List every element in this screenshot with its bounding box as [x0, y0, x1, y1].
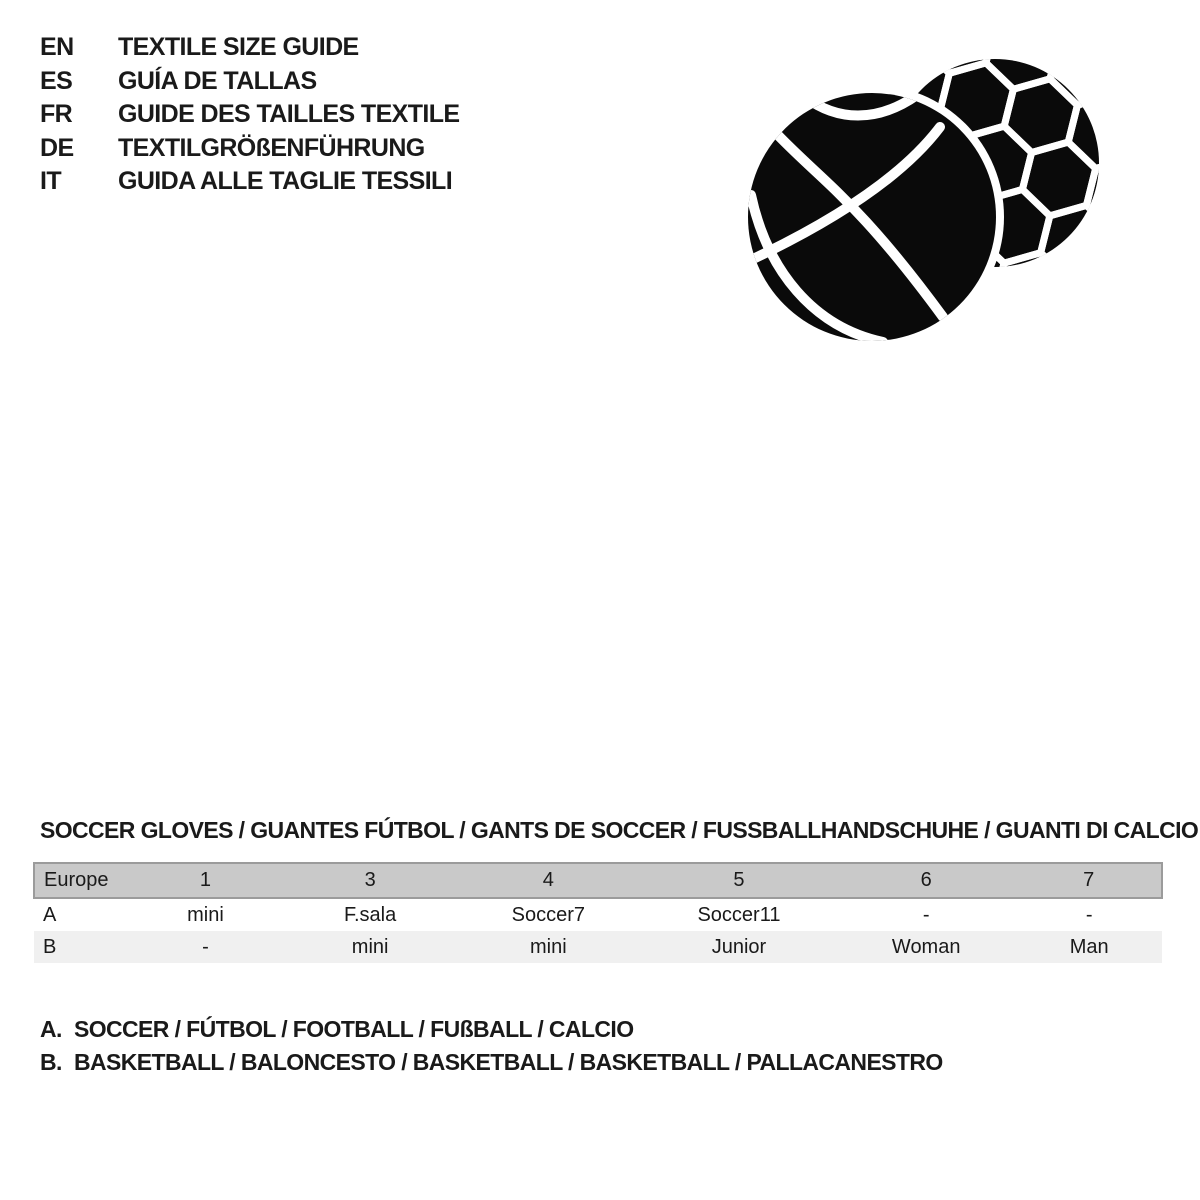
size-table-header-size: 7 [1016, 863, 1162, 898]
legend [40, 1013, 943, 1079]
language-title-list [40, 31, 460, 199]
legend-label: SOCCER / FÚTBOL / FOOTBALL / FUßBALL / CALCIO [74, 1016, 634, 1042]
size-table-row-a [34, 898, 1162, 931]
balls-illustration [715, 45, 1115, 355]
legend-item-b [40, 1046, 943, 1079]
language-code: IT [40, 167, 62, 196]
size-cell: - [1085, 903, 1093, 926]
size-cell: Man [1016, 931, 1162, 963]
size-table-row-b [34, 931, 1162, 963]
size-cell: mini [286, 931, 455, 963]
size-cell: Junior [642, 931, 836, 963]
legend-item-a [40, 1013, 943, 1046]
size-table-header-size: 3 [286, 863, 455, 898]
basketball-soccerball-icon [715, 45, 1115, 355]
language-row-it [40, 165, 460, 199]
size-table-header-row [34, 863, 1162, 898]
legend-label: BASKETBALL / BALONCESTO / BASKETBALL / BASKETBALL / PALLACANESTRO [74, 1049, 943, 1075]
language-code: EN [40, 33, 74, 62]
language-code: ES [40, 66, 73, 95]
row-label: B [34, 931, 125, 963]
language-row-de [40, 132, 460, 166]
guide-title: TEXTILE SIZE GUIDE [118, 33, 359, 62]
legend-key: B. [40, 1049, 62, 1075]
size-table [33, 862, 1163, 963]
section-title: SOCCER GLOVES / GUANTES FÚTBOL / GANTS DE SOCCER / FUSSBALLHANDSCHUHE / GUANTI DI CALCIO [40, 817, 1199, 843]
language-row-en [40, 31, 460, 65]
size-cell: F.sala [344, 903, 397, 926]
size-table-header-size: 1 [125, 863, 285, 898]
language-code: FR [40, 100, 73, 129]
language-row-fr [40, 98, 460, 132]
size-cell: - [125, 931, 285, 963]
guide-title: TEXTILGRÖßENFÜHRUNG [118, 133, 425, 162]
guide-title: GUÍA DE TALLAS [118, 66, 317, 95]
legend-key: A. [40, 1016, 62, 1042]
language-row-es [40, 65, 460, 99]
size-table-header-size: 5 [642, 863, 836, 898]
size-table-header-size: 6 [836, 863, 1016, 898]
guide-title: GUIDE DES TAILLES TEXTILE [118, 100, 460, 129]
size-cell: Soccer11 [697, 903, 781, 926]
size-cell: Soccer7 [511, 903, 586, 926]
size-table-header-size: 4 [455, 863, 642, 898]
basketball-icon [740, 85, 1004, 349]
row-label: A [43, 903, 57, 926]
language-code: DE [40, 133, 74, 162]
size-cell: mini [455, 931, 642, 963]
guide-title: GUIDA ALLE TAGLIE TESSILI [118, 167, 453, 196]
size-cell: Woman [836, 931, 1016, 963]
size-cell: - [922, 903, 930, 926]
size-table-header-region: Europe [34, 863, 125, 898]
size-cell: mini [187, 903, 224, 926]
